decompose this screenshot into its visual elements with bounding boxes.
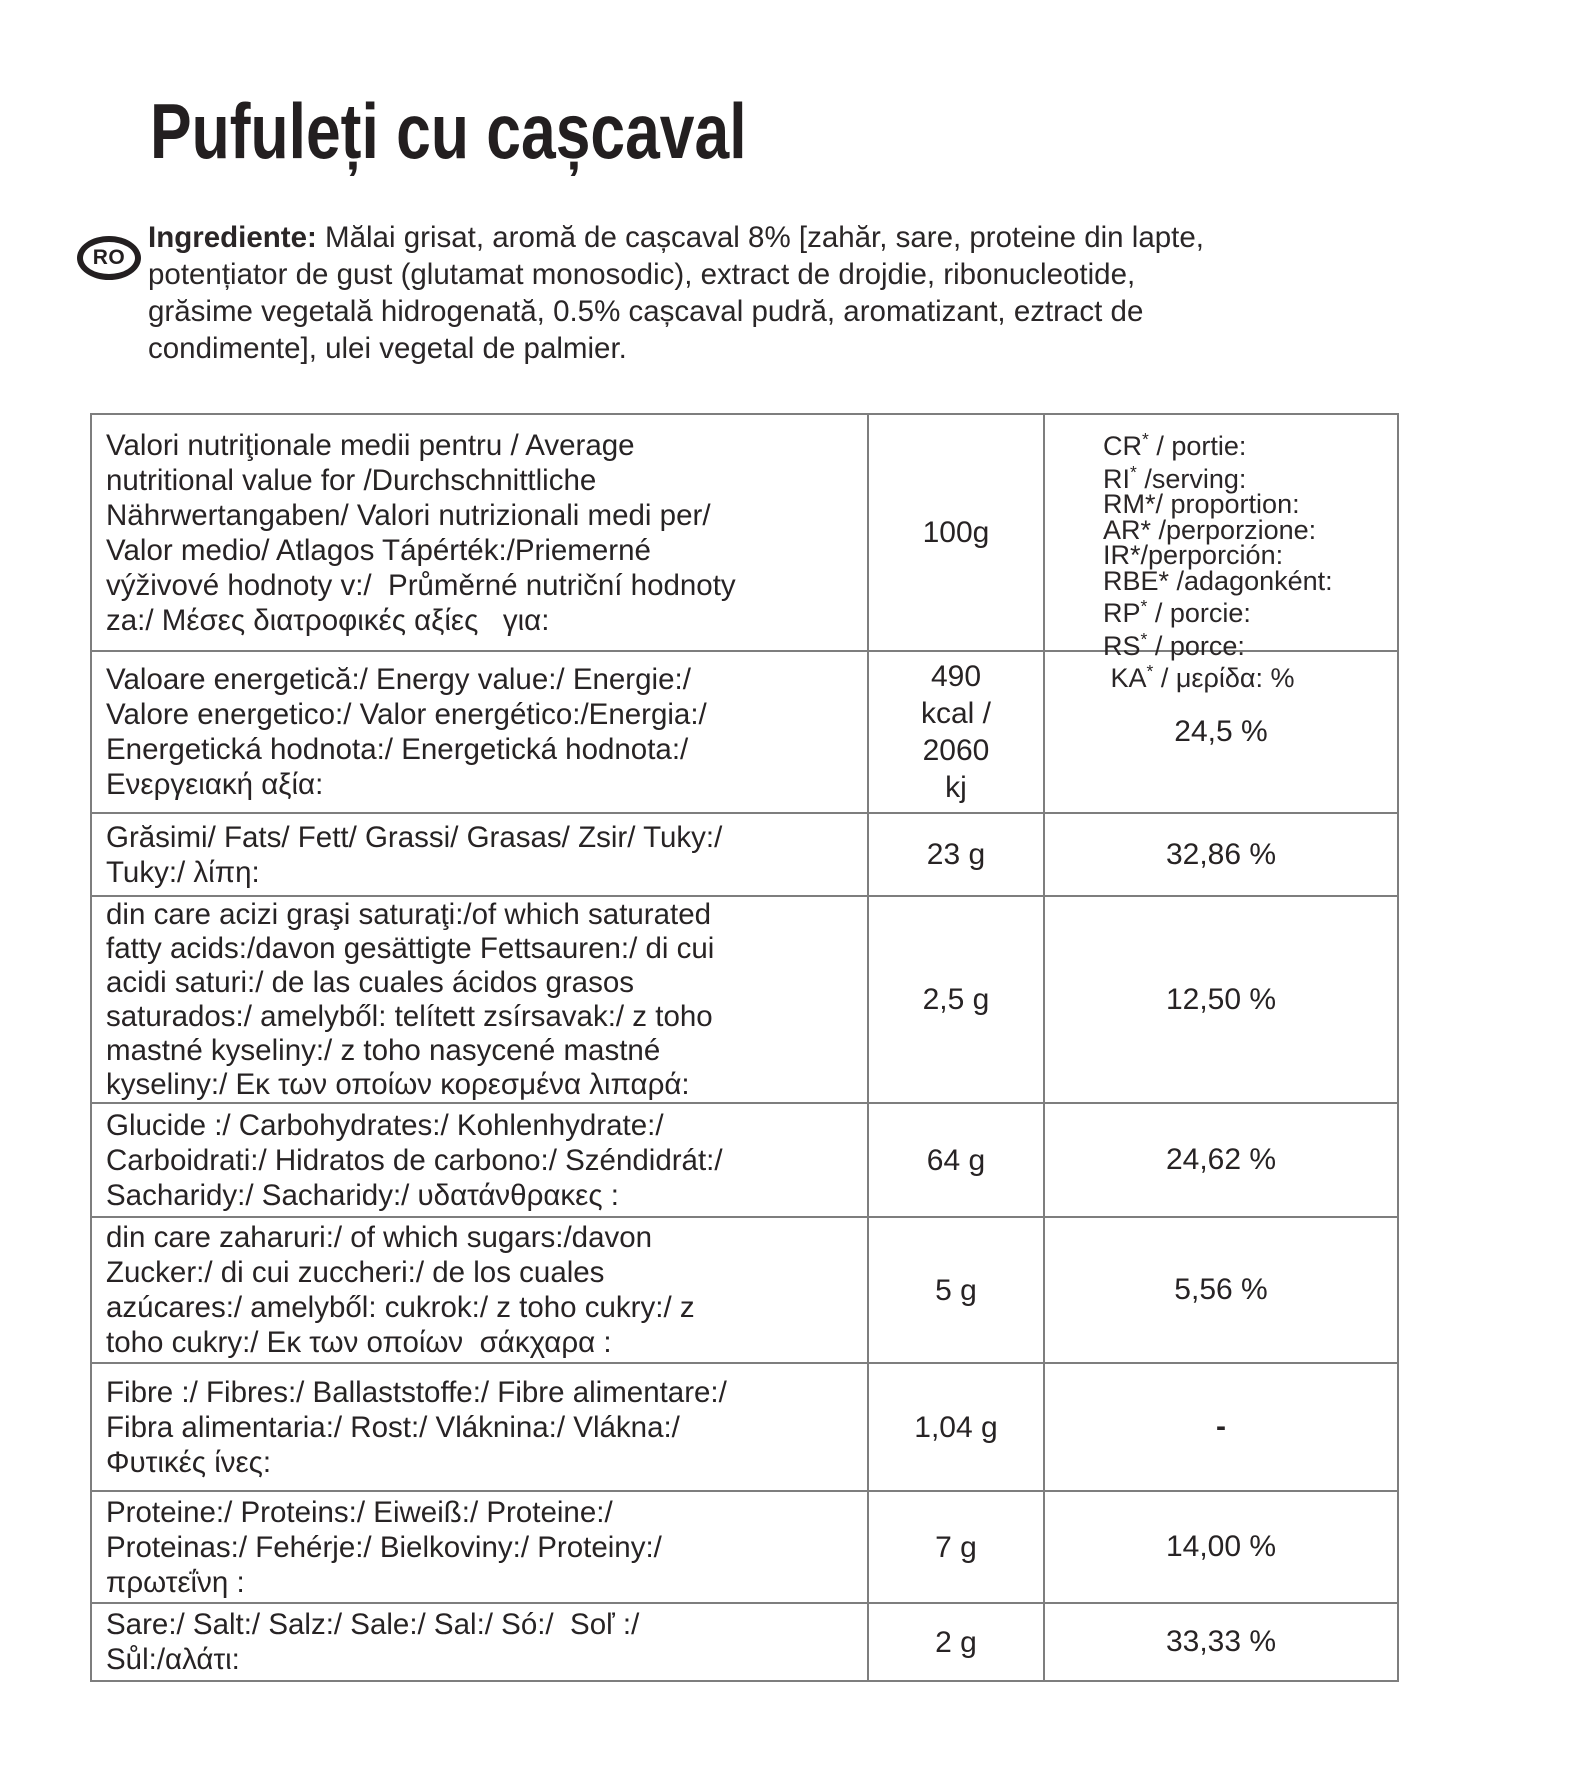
nutrient-value: 2 g (869, 1604, 1045, 1682)
nutrient-value: 1,04 g (869, 1364, 1045, 1492)
table-row-salt (92, 1604, 1399, 1682)
nutrient-value: 490 kcal / 2060 kj (869, 652, 1045, 814)
nutrient-label: din care zaharuri:/ of which sugars:/davon Zucker:/ di cui zuccheri:/ de los cuales azúcares:/ amelyből: cukrok:/ z toho cukry:/ z toho cukry:/ Εκ των οποίων σάκχαρα : (92, 1218, 869, 1364)
nutrient-label: Grăsimi/ Fats/ Fett/ Grassi/ Grasas/ Zsir/ Tuky:/ Tuky:/ λίπη: (92, 814, 869, 897)
ingredients-continued: potențiator de gust (glutamat monosodic), extract de drojdie, ribonucleotide, grăsime vegetală hidrogenată, 0.5% cașcaval pudră, aromatizant, eztract de condimente], ulei vegetal de palmier. (148, 258, 1144, 365)
table-header-row (92, 415, 1399, 693)
nutrient-value: 5 g (869, 1218, 1045, 1364)
ro-country-badge (77, 236, 141, 280)
nutrient-percent: 12,50 % (1045, 897, 1399, 1104)
nutrient-label: Sare:/ Salt:/ Salz:/ Sale:/ Sal:/ Só:/ Soľ :/ Sůl:/αλάτι: (92, 1604, 869, 1682)
nutrient-percent: 5,56 % (1045, 1218, 1399, 1364)
nutrient-label: Glucide :/ Carbohydrates:/ Kohlenhydrate:/ Carboidrati:/ Hidratos de carbono:/ Széndidrát:/ Sacharidy:/ Sacharidy:/ υδατάνθρακες : (92, 1104, 869, 1218)
nutrient-label: Fibre :/ Fibres:/ Ballaststoffe:/ Fibre alimentare:/ Fibra alimentaria:/ Rost:/ Vláknina:/ Vlákna:/ Φυτικές ίνες: (92, 1364, 869, 1492)
page-title: Pufuleți cu cașcaval (150, 87, 747, 175)
table-row-fibre (92, 1364, 1399, 1492)
nutrient-percent: 14,00 % (1045, 1492, 1399, 1604)
nutrient-label: Proteine:/ Proteins:/ Eiweiß:/ Proteine:/ Proteinas:/ Fehérje:/ Bielkoviny:/ Proteiny:/ πρωτεΐνη : (92, 1492, 869, 1604)
nutrient-label: din care acizi graşi saturaţi:/of which saturated fatty acids:/davon gesättigte Fettsauren:/ di cui acidi saturi:/ de las cuales ácidos grasos saturados:/ amelyből: telített zsírsavak:/ z toho mastné kyseliny:/ z toho nasycené mastné kyseliny:/ Εκ των οποίων κορεσμένα λιπαρά: (92, 897, 869, 1104)
table-row-saturated-fats (92, 897, 1399, 1104)
ingredients-heading: Ingrediente: (148, 221, 317, 254)
nutrient-value: 64 g (869, 1104, 1045, 1218)
nutrient-percent: 24,5 % (1045, 652, 1399, 814)
nutrient-value: 23 g (869, 814, 1045, 897)
nutrient-percent: 24,62 % (1045, 1104, 1399, 1218)
nutrient-percent: 32,86 % (1045, 814, 1399, 897)
header-label-cell: Valori nutriţionale medii pentru / Average nutritional value for /Durchschnittliche Nährwertangaben/ Valori nutrizionali medi per/ Valor medio/ Atlagos Tápérték:/Priemerné výživové hodnoty v:/ Průměrné nutriční hodnoty za:/ Μέσες διατροφικές αξίες για: (92, 415, 869, 652)
nutrient-percent: - (1045, 1364, 1399, 1492)
amount-per: 100g (922, 516, 990, 549)
table-row-sugars (92, 1218, 1399, 1364)
nutrient-label: Valoare energetică:/ Energy value:/ Energie:/ Valore energetico:/ Valor energético:/Energia:/ Energetická hodnota:/ Energetická hodnota:/ Ενεργειακή αξία: (92, 652, 869, 814)
table-row-fats (92, 814, 1399, 897)
nutrition-table (90, 413, 1399, 1682)
ingredients-paragraph (148, 219, 1204, 367)
header-amount-cell (869, 415, 1045, 652)
nutrient-value: 2,5 g (869, 897, 1045, 1104)
ingredients-line (148, 219, 1204, 256)
nutrient-percent: 33,33 % (1045, 1604, 1399, 1682)
ingredients-text: Mălai grisat, aromă de cașcaval 8% [zahăr, sare, proteine din lapte, (316, 221, 1204, 254)
table-row-energy (92, 652, 1399, 814)
header-serving-cell: CR* / portie: RI* /serving: RM*/ proportion: AR* /perporzione: IR*/perporción: RBE* /adagonként: RP* / porcie: RS* / porce: KA* / μερίδα: % (1045, 415, 1399, 652)
ro-badge-label: RO (92, 246, 126, 269)
table-row-protein (92, 1492, 1399, 1604)
table-row-carbohydrates (92, 1104, 1399, 1218)
nutrient-value: 7 g (869, 1492, 1045, 1604)
